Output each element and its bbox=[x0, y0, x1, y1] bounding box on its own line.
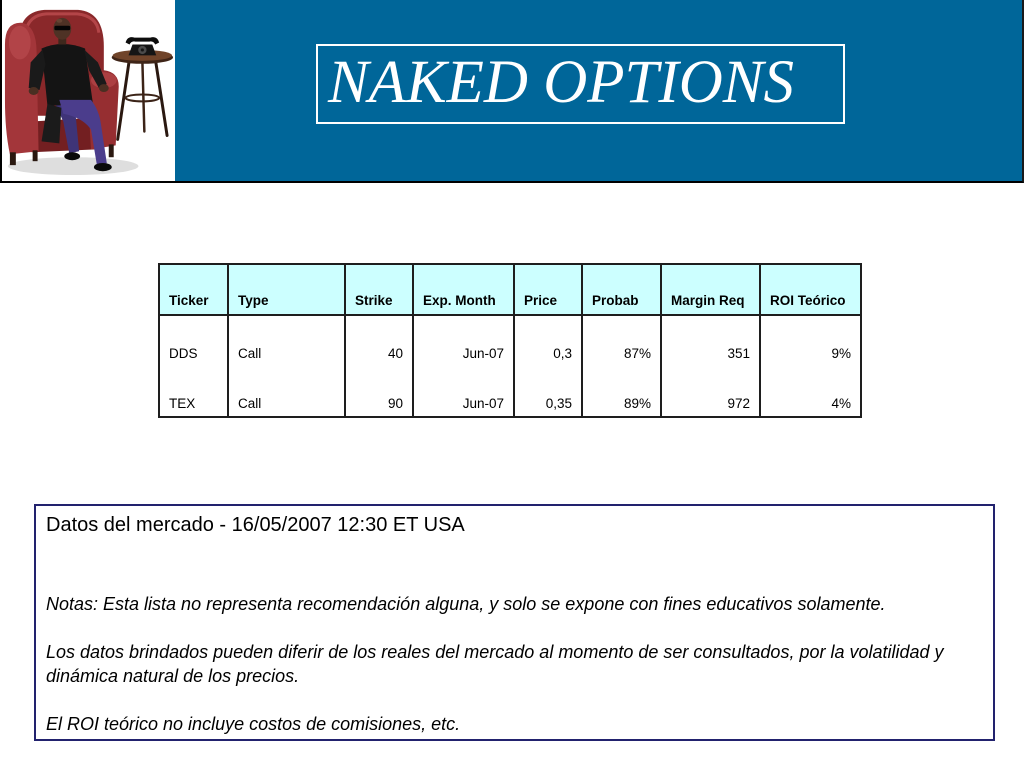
column-header-type: Type bbox=[228, 264, 345, 315]
note-disclaimer: Notas: Esta lista no representa recomendación alguna, y solo se expone con fines educativos solamente. bbox=[46, 594, 886, 614]
column-header-margin-req: Margin Req bbox=[661, 264, 760, 315]
cell-ticker: TEX bbox=[159, 366, 228, 417]
cell-ticker: DDS bbox=[159, 315, 228, 366]
cell-roi-teorico: 9% bbox=[760, 315, 861, 366]
cell-strike: 90 bbox=[345, 366, 413, 417]
cell-type: Call bbox=[228, 366, 345, 417]
table-row bbox=[159, 366, 861, 417]
column-header-strike: Strike bbox=[345, 264, 413, 315]
rotary-telephone bbox=[126, 37, 160, 55]
table-body bbox=[159, 315, 861, 417]
cell-exp-month: Jun-07 bbox=[413, 366, 514, 417]
cell-margin-req: 972 bbox=[661, 366, 760, 417]
table-header-row bbox=[159, 264, 861, 315]
cell-probab: 87% bbox=[582, 315, 661, 366]
cell-type: Call bbox=[228, 315, 345, 366]
slide-title: NAKED OPTIONS bbox=[328, 49, 794, 116]
cell-exp-month: Jun-07 bbox=[413, 315, 514, 366]
cell-strike: 40 bbox=[345, 315, 413, 366]
column-header-probab: Probab bbox=[582, 264, 661, 315]
table-header bbox=[159, 264, 861, 315]
cell-probab: 89% bbox=[582, 366, 661, 417]
note-data-variance: Los datos brindados pueden diferir de los reales del mercado al momento de ser consultados, por la volatilidad y dinámica natural de los precios. bbox=[46, 642, 944, 686]
side-table bbox=[112, 50, 173, 139]
notes-box bbox=[34, 504, 995, 741]
cell-price: 0,3 bbox=[514, 315, 582, 366]
options-table bbox=[158, 263, 862, 418]
table-row bbox=[159, 315, 861, 366]
column-header-ticker: Ticker bbox=[159, 264, 228, 315]
cell-margin-req: 351 bbox=[661, 315, 760, 366]
cell-roi-teorico: 4% bbox=[760, 366, 861, 417]
column-header-exp-month: Exp. Month bbox=[413, 264, 514, 315]
banner-photo bbox=[2, 0, 175, 181]
column-header-price: Price bbox=[514, 264, 582, 315]
column-header-roi-teorico: ROI Teórico bbox=[760, 264, 861, 315]
title-box bbox=[316, 44, 845, 124]
cell-price: 0,35 bbox=[514, 366, 582, 417]
note-roi-costs: El ROI teórico no incluye costos de comisiones, etc. bbox=[46, 714, 461, 734]
armchair-scene-illustration bbox=[2, 0, 175, 181]
market-data-timestamp: Datos del mercado - 16/05/2007 12:30 ET USA bbox=[46, 514, 465, 536]
